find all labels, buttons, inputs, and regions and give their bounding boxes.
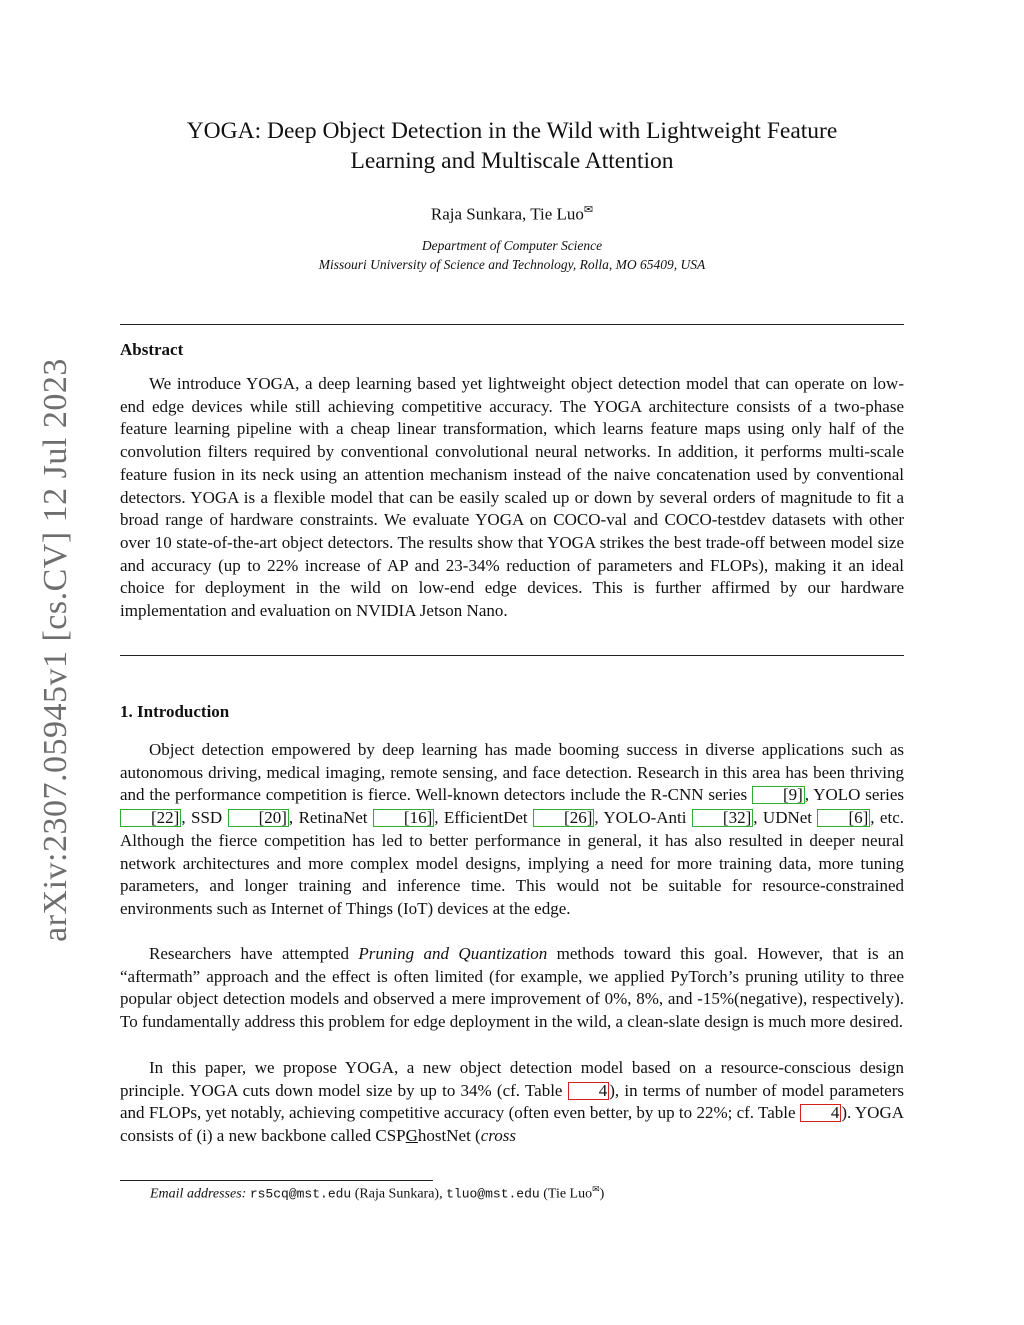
table-ref-4b[interactable]: 4 (800, 1104, 842, 1122)
footnote-name-2: (Tie Luo (539, 1186, 593, 1202)
footnote-rule (120, 1180, 433, 1181)
p3-emphasis: cross (480, 1126, 516, 1146)
envelope-icon: ✉ (583, 204, 594, 216)
title-line-2: Learning and Multiscale Attention (350, 148, 674, 174)
abstract-top-rule (120, 324, 904, 325)
section-heading-introduction: 1. Introduction (120, 702, 230, 721)
citation-20[interactable]: [20] (228, 809, 289, 827)
citation-16[interactable]: [16] (373, 809, 434, 827)
p1-text-3: , SSD (181, 808, 228, 828)
citation-22[interactable]: [22] (120, 809, 181, 827)
intro-paragraph-2 (120, 943, 904, 1034)
abstract-bottom-rule (120, 655, 904, 656)
affiliation-dept: Department of Computer Science (421, 238, 603, 253)
p1-text-7: , UDNet (753, 808, 818, 828)
p2-text-1: Researchers have attempted (149, 944, 359, 963)
p1-text-2: , YOLO series (804, 785, 905, 805)
arxiv-stamp-text: arXiv:2307.05945v1 [cs.CV] 12 Jul 2023 (37, 358, 74, 942)
p3-text-3: ). YOGA consists of (i) a new backbone called CSP (120, 1103, 904, 1146)
p3-text-1: In this paper, we propose YOGA, a new object detection model based on a resource-conscious design principle. YOGA cuts down model size by up to 34% (cf. Table (120, 1058, 904, 1100)
email-link-1[interactable]: rs5cq@mst.edu (249, 1186, 352, 1202)
abstract-heading: Abstract (120, 340, 184, 359)
p2-emphasis: Pruning and Quantization (358, 944, 548, 963)
p1-text-6: , YOLO-Anti (594, 808, 692, 828)
intro-paragraph-3 (120, 1057, 904, 1148)
citation-6[interactable]: [6] (817, 809, 870, 827)
abstract-body: We introduce YOGA, a deep learning based yet lightweight object detection model that can operate on low-end edge devices while still achieving competitive accuracy. The YOGA architecture consists of a two-phase feature learning pipeline with a cheap linear transformation, which learns feature maps using only half of the convolution filters required by conventional convolutional neural networks. In addition, it performs multi-scale feature fusion in its neck using an attention mechanism instead of the naive concatenation used by conventional detectors. YOGA is a flexible model that can be easily scaled up or down by several orders of magnitude to fit a broad range of hardware constraints. We evaluate YOGA on COCO-val and COCO-testdev datasets with other over 10 state-of-the-art object detectors. The results show that YOGA strikes the best trade-off between model size and accuracy (up to 22% increase of AP and 23-34% reduction of parameters and FLOPs), making it an ideal choice for deployment in the wild on low-end edge devices. This is further affirmed by our hardware implementation and evaluation on NVIDIA Jetson Nano. (120, 374, 904, 621)
p3-underlined-g: G (405, 1126, 418, 1146)
envelope-icon-footnote: ✉ (592, 1184, 600, 1194)
intro-paragraph-1 (120, 739, 904, 921)
p3-text-2: ), in terms of number of model parameters and FLOPs, yet notably, achieving competitive accuracy (often even better, by up to 22%; cf. Table (120, 1080, 904, 1123)
author-list (120, 203, 904, 225)
paper-title (120, 116, 904, 176)
p1-text-1: Object detection empowered by deep learning has made booming success in diverse applications such as autonomous driving, medical imaging, remote sensing, and face detection. Research in this area has been thriving and the performance competition is fierce. Well-known detectors include the R-CNN series (120, 740, 904, 805)
footnote (150, 1184, 604, 1203)
affiliation (120, 236, 904, 274)
p1-text-4: , RetinaNet (288, 808, 373, 828)
p2-text-2: methods toward this goal. However, that is an “aftermath” approach and the effect is often limited (for example, we applied PyTorch’s pruning utility to three popular object detection models and observed a mere improvement of 0%, 8%, and -15%(negative), respectively). To fundamentally address this problem for edge deployment in the wild, a clean-slate design is much more desired. (120, 944, 904, 1032)
p1-text-8: , etc. Although the fierce competition has led to better performance in general, it has also resulted in deeper neural network architectures and more complex model designs, implying a need for more training data, more tuning parameters, and longer training and inference time. This would not be suitable for resource-constrained environments such as Internet of Things (IoT) devices at the edge. (120, 808, 904, 918)
footnote-label: Email addresses: (150, 1186, 247, 1202)
p3-text-4: hostNet ( (417, 1126, 481, 1146)
footnote-name-1: (Raja Sunkara), (351, 1186, 447, 1202)
title-line-1: YOGA: Deep Object Detection in the Wild with Lightweight Feature (186, 118, 838, 144)
affiliation-univ: Missouri University of Science and Technology, Rolla, MO 65409, USA (318, 257, 706, 272)
email-link-2[interactable]: tluo@mst.edu (446, 1186, 540, 1202)
author-names: Raja Sunkara, Tie Luo (430, 204, 584, 224)
citation-32[interactable]: [32] (692, 809, 753, 827)
p1-text-5: , EfficientDet (434, 808, 534, 828)
footnote-close: ) (599, 1186, 605, 1202)
citation-9[interactable]: [9] (752, 786, 805, 804)
table-ref-4a[interactable]: 4 (568, 1082, 610, 1100)
citation-26[interactable]: [26] (533, 809, 594, 827)
